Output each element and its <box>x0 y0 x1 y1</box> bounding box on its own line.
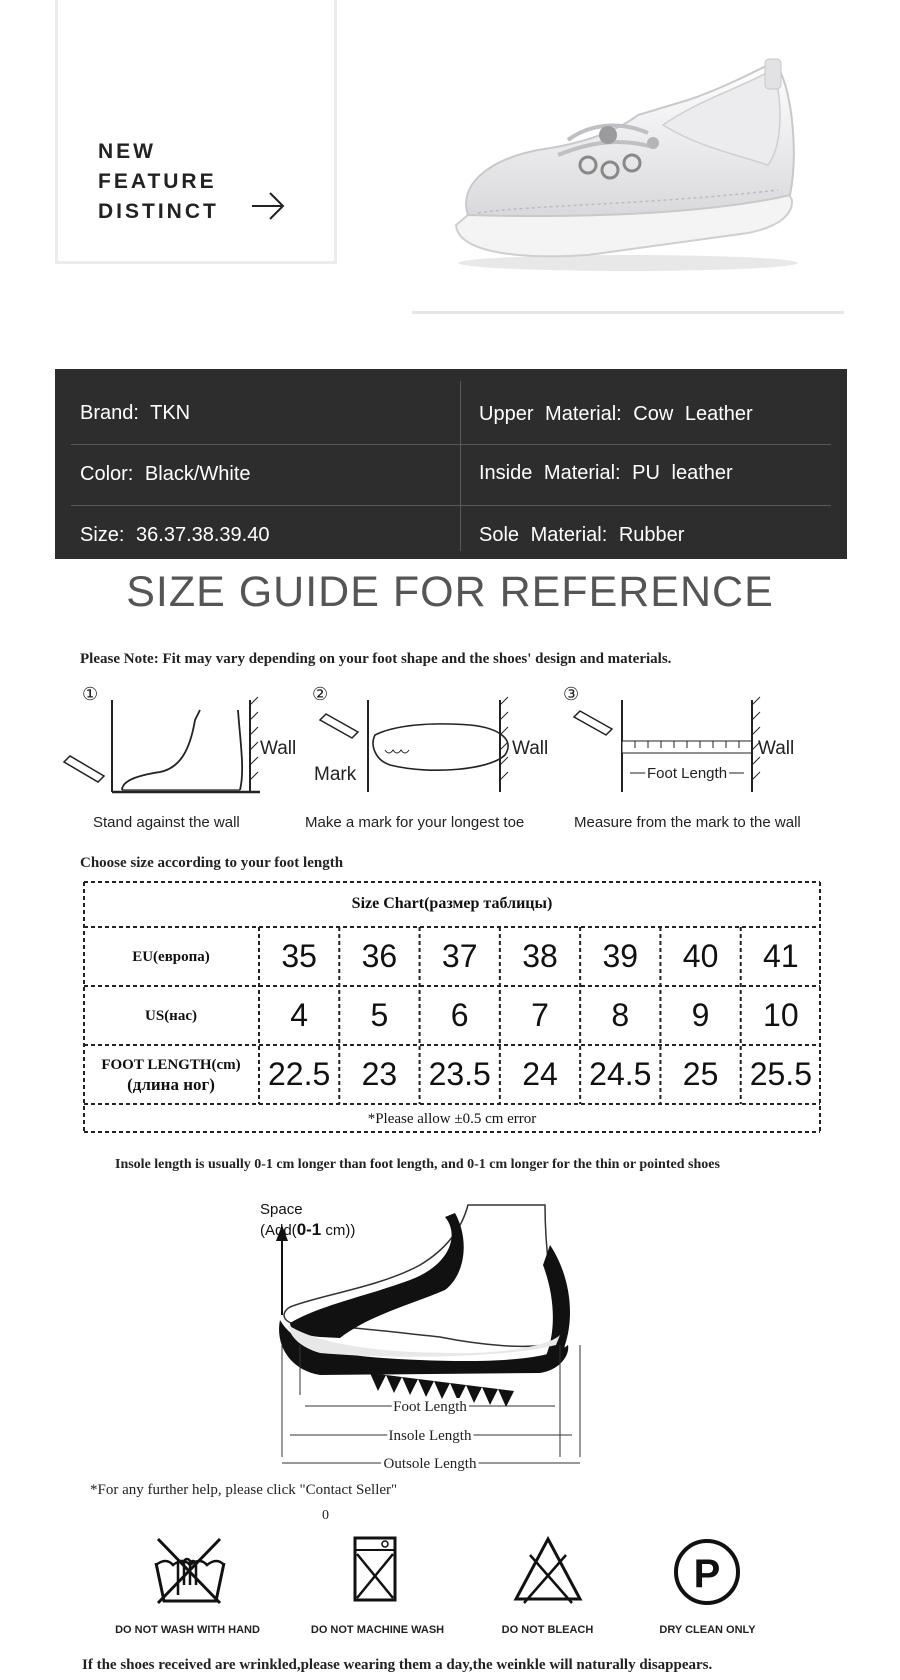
step2-mark-label: Mark <box>314 764 357 785</box>
care-label-bleach: DO NOT BLEACH <box>501 1624 594 1636</box>
size-chart-cell: 23.5 <box>428 1056 491 1092</box>
size-chart-row-label-text: US(нас) <box>145 1007 197 1024</box>
outsole-length-label: Outsole Length <box>383 1456 477 1472</box>
do-not-hand-wash-icon <box>150 1535 230 1607</box>
size-chart-cell: 7 <box>531 997 549 1033</box>
spec-inside-material: Inside Material: PU leather <box>479 462 733 484</box>
size-chart-cell: 9 <box>691 997 710 1033</box>
size-chart-cell: 10 <box>763 997 799 1033</box>
spec-upper-material: Upper Material: Cow Leather <box>479 403 753 425</box>
shoe-product-image <box>448 55 808 275</box>
arrow-right-icon <box>250 190 286 222</box>
size-chart-cell: 36 <box>361 938 398 974</box>
step3-number: ③ <box>563 684 580 705</box>
feature-line-distinct: DISTINCT <box>98 200 219 223</box>
size-chart-row-label <box>83 986 259 1045</box>
product-divider <box>412 311 844 314</box>
size-chart-cell: 38 <box>522 938 558 974</box>
step1-caption: Stand against the wall <box>93 814 240 831</box>
step3-wall-label: Wall <box>758 738 795 759</box>
step2-wall-label: Wall <box>512 738 549 759</box>
spec-color: Color: Black/White <box>80 463 251 485</box>
do-not-bleach-icon <box>512 1535 584 1607</box>
foot-length-label: Foot Length <box>393 1399 467 1415</box>
size-chart-cell: 4 <box>290 997 309 1033</box>
size-chart-title: Size Chart(размер таблицы) <box>351 895 553 912</box>
size-chart-cell: 41 <box>763 938 799 974</box>
dry-clean-only-icon <box>672 1537 742 1607</box>
size-chart-cell: 22.5 <box>268 1056 331 1092</box>
fit-note: Please Note: Fit may vary depending on your foot shape and the shoes' design and materials. <box>80 651 672 667</box>
size-chart-cell: 24 <box>522 1056 558 1092</box>
size-chart-row-label-text: FOOT LENGTH(cm) <box>101 1056 241 1073</box>
care-label-dry-clean: DRY CLEAN ONLY <box>659 1624 756 1636</box>
size-chart-cell: 23 <box>361 1056 398 1092</box>
step1-wall-label: Wall <box>260 738 297 759</box>
stray-zero: 0 <box>322 1508 329 1523</box>
size-chart-cell: 25 <box>682 1056 719 1092</box>
size-chart-cell: 6 <box>450 997 469 1033</box>
do-not-machine-wash-icon <box>345 1532 405 1608</box>
feature-line-new: NEW <box>98 140 156 163</box>
size-chart-cell: 40 <box>682 938 719 974</box>
measure-steps-illustration <box>50 680 850 831</box>
size-chart-cell: 8 <box>611 997 630 1033</box>
step1-number: ① <box>82 684 99 705</box>
step2-number: ② <box>312 684 329 705</box>
choose-size-heading: Choose size according to your foot length <box>80 855 344 871</box>
shoe-cross-section-diagram <box>260 1195 600 1472</box>
size-chart <box>83 881 821 1133</box>
insole-note: Insole length is usually 0-1 cm longer than foot length, and 0-1 cm longer for the thin or pointed shoes <box>115 1157 720 1172</box>
feature-line-feature: FEATURE <box>98 170 217 193</box>
contact-seller-note: *For any further help, please click "Contact Seller" <box>90 1482 398 1498</box>
svg-text:P: P <box>693 1552 721 1596</box>
size-chart-cell: 24.5 <box>589 1056 652 1092</box>
wrinkle-note: If the shoes received are wrinkled,please wearing them a day,the weinkle will naturally disappears. <box>82 1657 713 1673</box>
size-guide-title: SIZE GUIDE FOR REFERENCE <box>126 568 774 616</box>
size-chart-cell: 5 <box>370 997 389 1033</box>
spec-size: Size: 36.37.38.39.40 <box>80 524 270 546</box>
size-chart-cell: 35 <box>281 938 317 974</box>
space-label: Space <box>260 1201 303 1218</box>
care-label-hand-wash: DO NOT WASH WITH HAND <box>115 1624 260 1636</box>
care-label-machine-wash: DO NOT MACHINE WASH <box>310 1624 445 1636</box>
spec-brand: Brand: TKN <box>80 402 191 424</box>
step3-caption: Measure from the mark to the wall <box>574 814 801 831</box>
space-add-label: (Add(0-1 cm)) <box>260 1220 356 1239</box>
size-chart-row-label-text: EU(европа) <box>132 948 210 965</box>
size-chart-cell: 39 <box>602 938 639 974</box>
size-chart-footnote: *Please allow ±0.5 cm error <box>367 1110 537 1127</box>
size-chart-row-label <box>83 1045 259 1104</box>
insole-length-label: Insole Length <box>388 1428 472 1444</box>
feature-text <box>98 137 219 227</box>
size-chart-cell: 25.5 <box>749 1056 812 1092</box>
size-chart-cell: 37 <box>441 938 478 974</box>
spec-sole-material: Sole Material: Rubber <box>479 524 685 546</box>
size-chart-row-label <box>83 927 259 986</box>
step3-foot-length-label: Foot Length <box>646 765 728 782</box>
size-chart-row-label-sub: (длина ног) <box>127 1074 215 1094</box>
step2-caption: Make a mark for your longest toe <box>305 814 525 831</box>
spec-table <box>55 369 847 559</box>
